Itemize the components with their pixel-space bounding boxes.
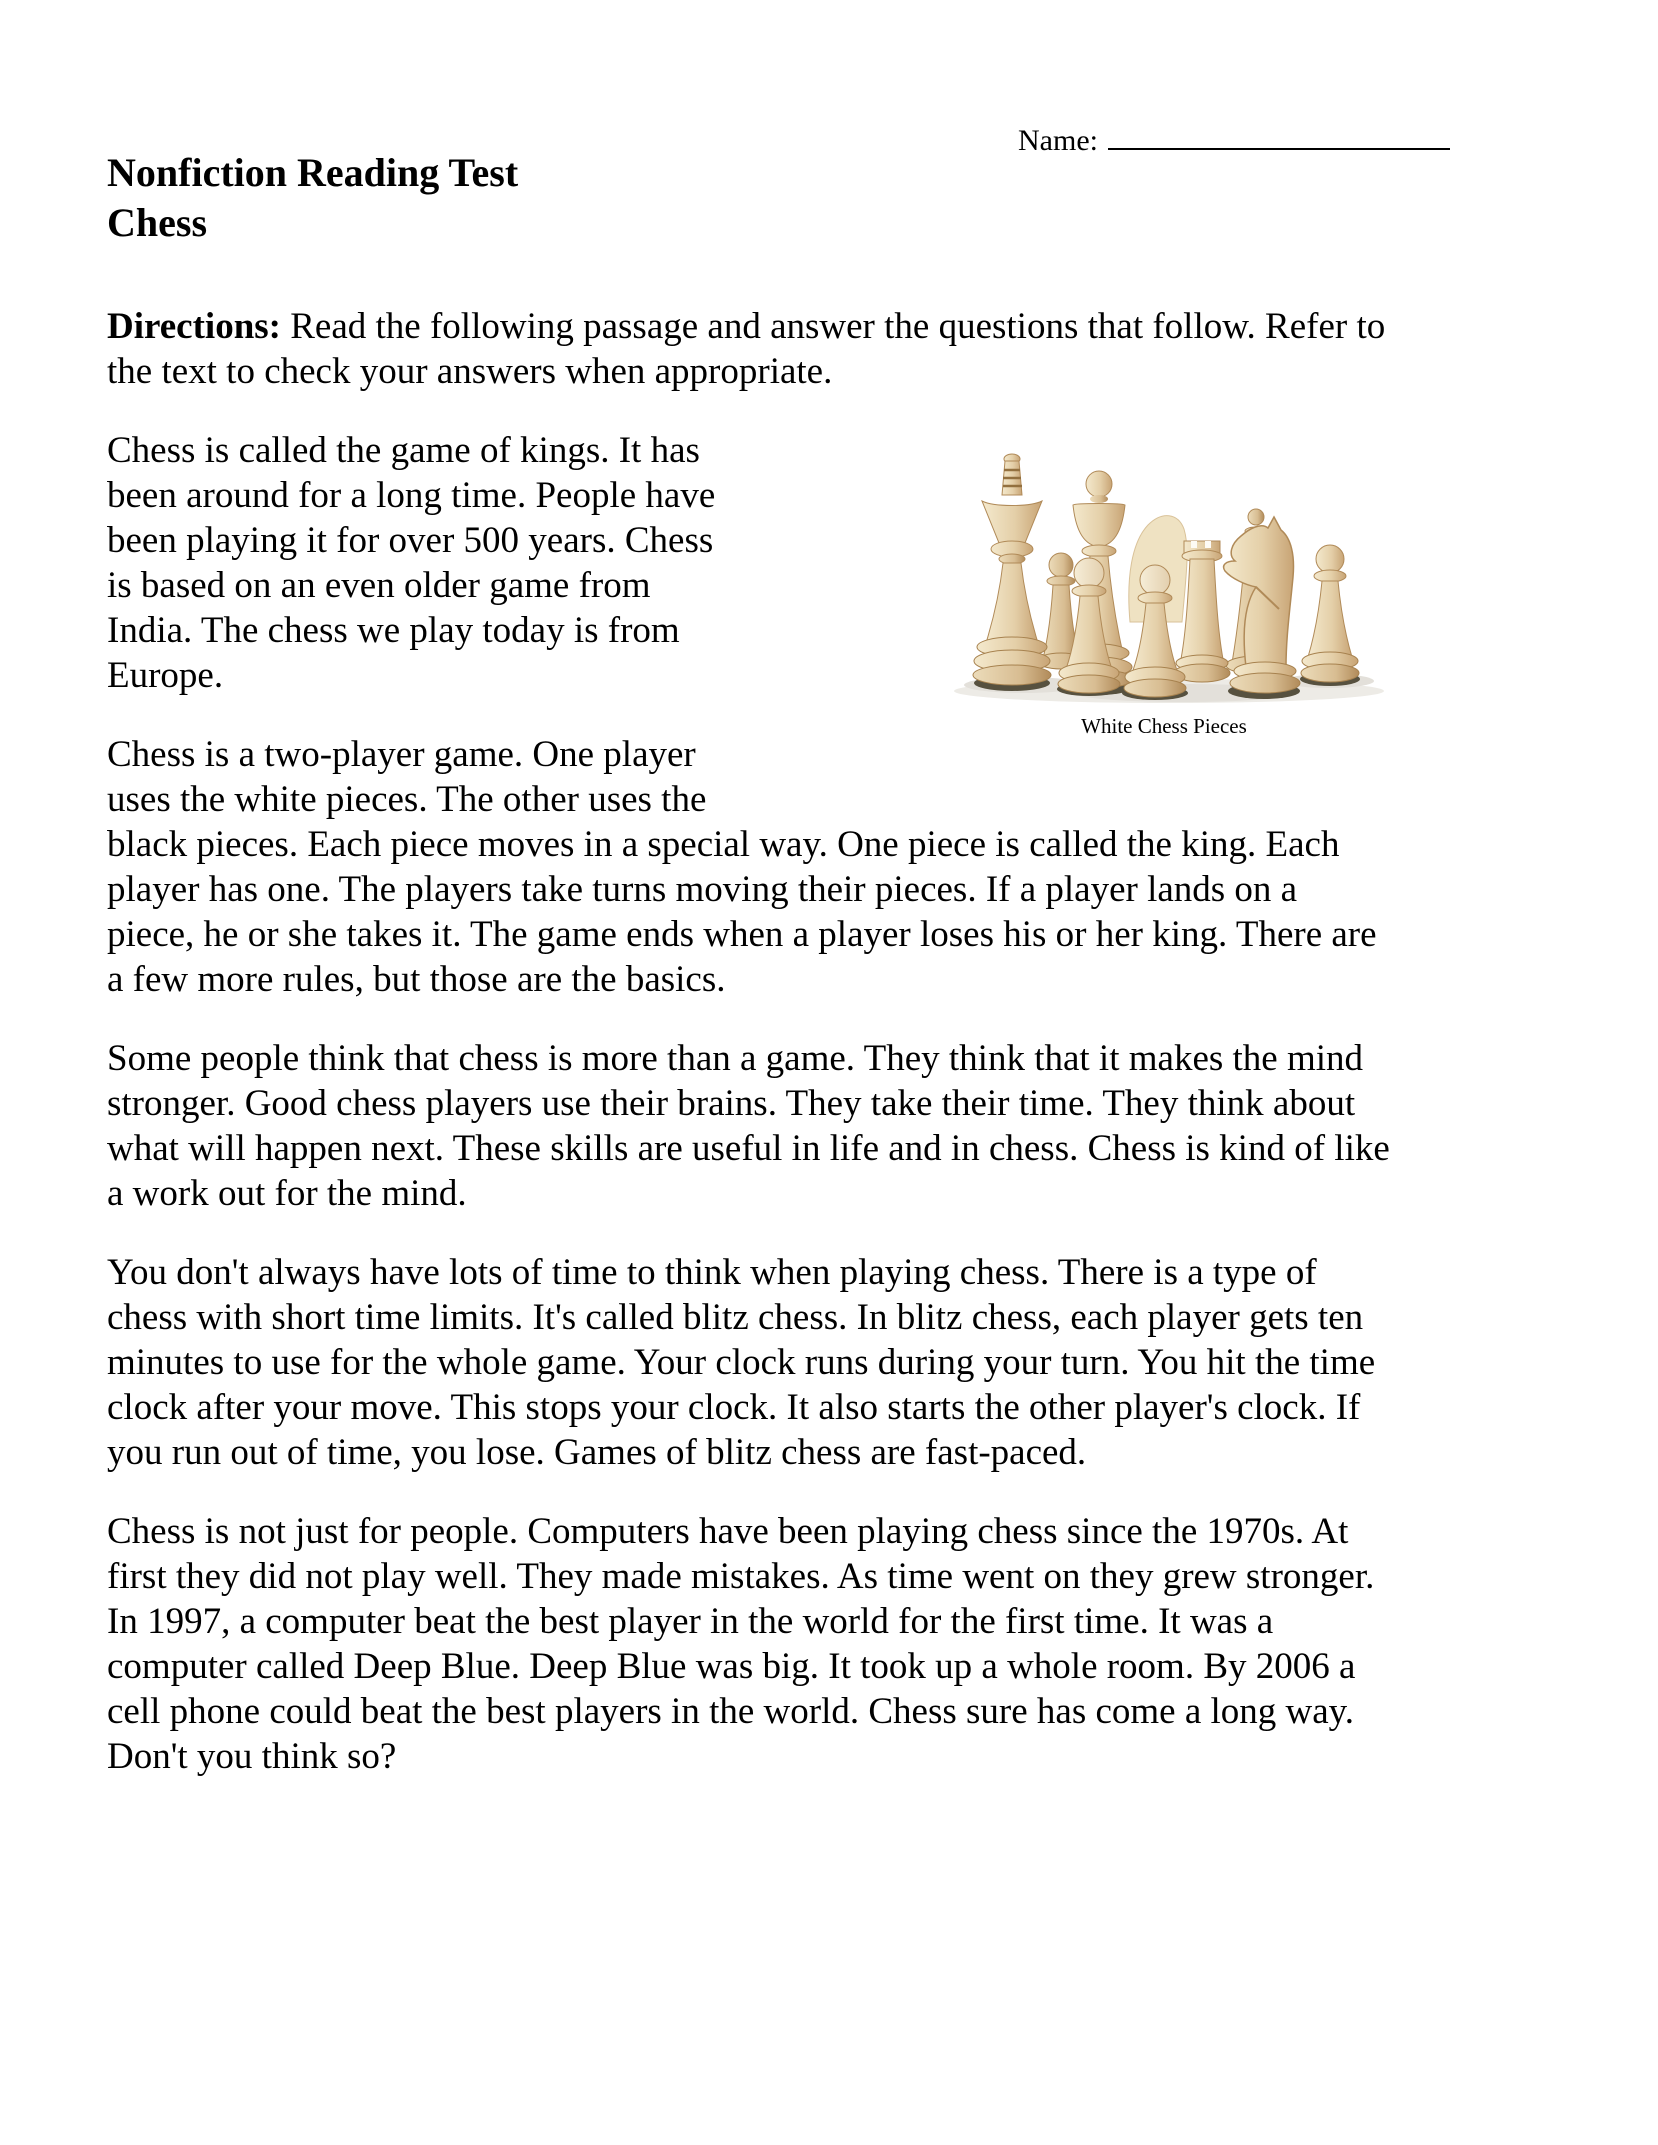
directions-text: Read the following passage and answer the questions that follow. Refer to	[281, 306, 1386, 347]
passage-line: cell phone could beat the best players in the world. Chess sure has come a long way.	[107, 1691, 1355, 1732]
passage-line: stronger. Good chess players use their brains. They take their time. They think about	[107, 1083, 1356, 1124]
passage-line: is based on an even older game from	[107, 565, 651, 606]
passage-line: computer called Deep Blue. Deep Blue was big. It took up a whole room. By 2006 a	[107, 1646, 1356, 1687]
passage-line: a few more rules, but those are the basics.	[107, 959, 726, 1000]
page-subtitle: Chess	[107, 200, 208, 245]
passage-line: Don't you think so?	[107, 1736, 397, 1777]
passage-line: uses the white pieces. The other uses the	[107, 779, 707, 820]
right-pawn-piece	[1300, 545, 1360, 686]
directions-paragraph	[107, 304, 1558, 394]
passage-line: piece, he or she takes it. The game ends when a player loses his or her king. There are	[107, 914, 1377, 955]
passage-line: clock after your move. This stops your clock. It also starts the other player's clock. If	[107, 1387, 1361, 1428]
name-label: Name:	[1018, 124, 1098, 157]
passage-line: minutes to use for the whole game. Your clock runs during your turn. You hit the time	[107, 1342, 1376, 1383]
passage-line: chess with short time limits. It's called blitz chess. In blitz chess, each player gets ten	[107, 1297, 1364, 1338]
chess-pieces-illustration	[934, 437, 1394, 709]
page-title: Nonfiction Reading Test	[107, 150, 519, 195]
passage-line: player has one. The players take turns moving their pieces. If a player lands on a	[107, 869, 1298, 910]
passage-line: Europe.	[107, 655, 224, 696]
directions-line: the text to check your answers when appropriate.	[107, 351, 833, 392]
passage-line: been playing it for over 500 years. Chess	[107, 520, 714, 561]
chess-figure	[928, 437, 1400, 739]
passage-line: you run out of time, you lose. Games of blitz chess are fast-paced.	[107, 1432, 1087, 1473]
passage-line: Some people think that chess is more than a game. They think that it makes the mind	[107, 1038, 1364, 1079]
passage-paragraph-3	[107, 1036, 1558, 1216]
knight-piece	[1224, 517, 1300, 699]
passage-line: black pieces. Each piece moves in a special way. One piece is called the king. Each	[107, 824, 1340, 865]
passage-paragraph-4	[107, 1250, 1558, 1475]
passage-line: Chess is called the game of kings. It has	[107, 430, 700, 471]
king-piece	[973, 454, 1051, 691]
directions-label: Directions:	[107, 306, 281, 347]
passage-line: In 1997, a computer beat the best player in the world for the first time. It was a	[107, 1601, 1274, 1642]
passage-line: a work out for the mind.	[107, 1173, 467, 1214]
passage-line: what will happen next. These skills are useful in life and in chess. Chess is kind of like	[107, 1128, 1390, 1169]
passage-line: first they did not play well. They made mistakes. As time went on they grew stronger.	[107, 1556, 1375, 1597]
passage-paragraph-2	[107, 732, 1558, 1002]
figure-caption: White Chess Pieces	[1081, 714, 1247, 738]
passage-line: Chess is not just for people. Computers have been playing chess since the 1970s. At	[107, 1511, 1349, 1552]
directions-line	[107, 304, 1558, 349]
passage-paragraph-5	[107, 1509, 1558, 1779]
passage-line: been around for a long time. People have	[107, 475, 716, 516]
passage-line: India. The chess we play today is from	[107, 610, 680, 651]
passage-line: You don't always have lots of time to think when playing chess. There is a type of	[107, 1252, 1317, 1293]
passage-line: Chess is a two-player game. One player	[107, 734, 696, 775]
